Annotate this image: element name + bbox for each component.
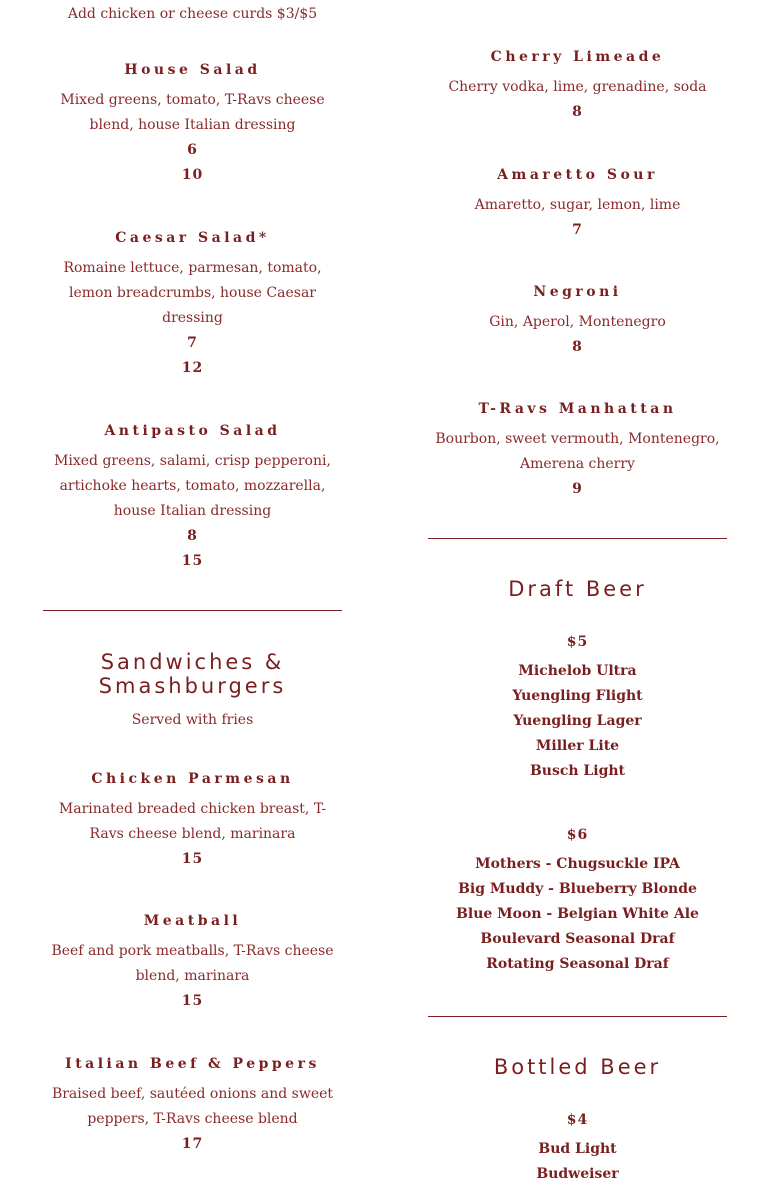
item-description: Romaine lettuce, parmesan, tomato, lemon breadcrumbs, house Caesar dressing [63,260,322,326]
group-price: $6 [566,827,589,843]
item-price: 15 [181,851,204,867]
beer-item: Bud Light [538,1141,617,1157]
item-name: Antipasto Salad [104,423,281,439]
beer-item: Busch Light [529,763,626,779]
item-name: House Salad [124,62,261,78]
item-price-large: 15 [181,553,204,569]
item-description: Mixed greens, tomato, T-Ravs cheese blend, house Italian dressing [60,92,325,133]
menu-item-chicken-parmesan [43,770,342,872]
item-price-large: 12 [181,360,204,376]
beer-item: Blue Moon - Belgian White Ale [456,906,699,922]
item-price-large: 10 [181,167,204,183]
item-name: Amaretto Sour [497,167,658,183]
item-description: Bourbon, sweet vermouth, Montenegro, Amerena cherry [435,431,720,472]
item-price: 9 [572,481,583,497]
item-name: Italian Beef & Peppers [65,1056,320,1072]
beer-item: Yuengling Flight [512,688,643,704]
section-divider [428,538,727,539]
item-description: Mixed greens, salami, crisp pepperoni, artichoke hearts, tomato, mozzarella, house Italian dressing [54,453,331,519]
item-name: Meatball [143,913,242,929]
item-price-small: 8 [187,528,198,544]
item-description: Beef and pork meatballs, T-Ravs cheese blend, marinara [51,943,334,984]
draft-group-5 [428,630,727,784]
item-name: Cherry Limeade [490,49,665,65]
section-title: Draft Beer [508,577,647,601]
item-name: Negroni [533,284,622,300]
item-name: T-Ravs Manhattan [478,401,677,417]
section-note: Served with fries [131,712,254,728]
menu-item-caesar-salad [43,229,342,381]
group-price: $4 [566,1112,589,1128]
group-price: $5 [566,634,589,650]
menu-item-amaretto-sour [428,166,727,243]
item-price-small: 6 [187,142,198,158]
beer-item: Rotating Seasonal Draf [486,956,669,972]
item-description: Braised beef, sautéed onions and sweet peppers, T-Ravs cheese blend [51,1086,334,1127]
item-description: Gin, Aperol, Montenegro [489,314,666,330]
menu-item-t-ravs-manhattan [428,400,727,502]
beer-item: Miller Lite [535,738,620,754]
section-sandwiches [43,650,342,733]
beer-item: Yuengling Lager [513,713,642,729]
menu-item-house-salad [43,61,342,188]
section-divider [428,1016,727,1017]
item-description: Amaretto, sugar, lemon, lime [474,197,681,213]
bottled-group-4 [428,1108,727,1187]
item-name: Caesar Salad* [115,230,270,246]
menu-item-cherry-limeade [428,48,727,125]
section-title: Bottled Beer [493,1055,662,1079]
salad-add-on-note: Add chicken or cheese curds $3/$5 [67,6,318,22]
menu-item-negroni [428,283,727,360]
item-description: Cherry vodka, lime, grenadine, soda [448,79,707,95]
item-price: 8 [572,104,583,120]
menu-item-italian-beef [43,1055,342,1157]
section-title-line1: Sandwiches & [100,650,285,674]
beer-item: Mothers - Chugsuckle IPA [475,856,680,872]
beer-item: Budweiser [536,1166,619,1182]
section-draft-beer [428,577,727,601]
item-price: 7 [572,222,583,238]
beer-item: Big Muddy - Blueberry Blonde [458,881,697,897]
item-name: Chicken Parmesan [91,771,294,787]
item-price: 8 [572,339,583,355]
item-price-small: 7 [187,335,198,351]
item-description: Marinated breaded chicken breast, T-Ravs cheese blend, marinara [58,801,327,842]
menu-item-antipasto-salad [43,422,342,574]
beer-item: Boulevard Seasonal Draf [480,931,675,947]
item-price: 15 [181,993,204,1009]
beer-item: Michelob Ultra [518,663,637,679]
section-bottled-beer [428,1055,727,1079]
item-price: 17 [181,1136,204,1152]
menu-item-meatball [43,912,342,1014]
section-title-line2: Smashburgers [98,674,287,698]
section-divider [43,610,342,611]
draft-group-6 [428,823,727,977]
